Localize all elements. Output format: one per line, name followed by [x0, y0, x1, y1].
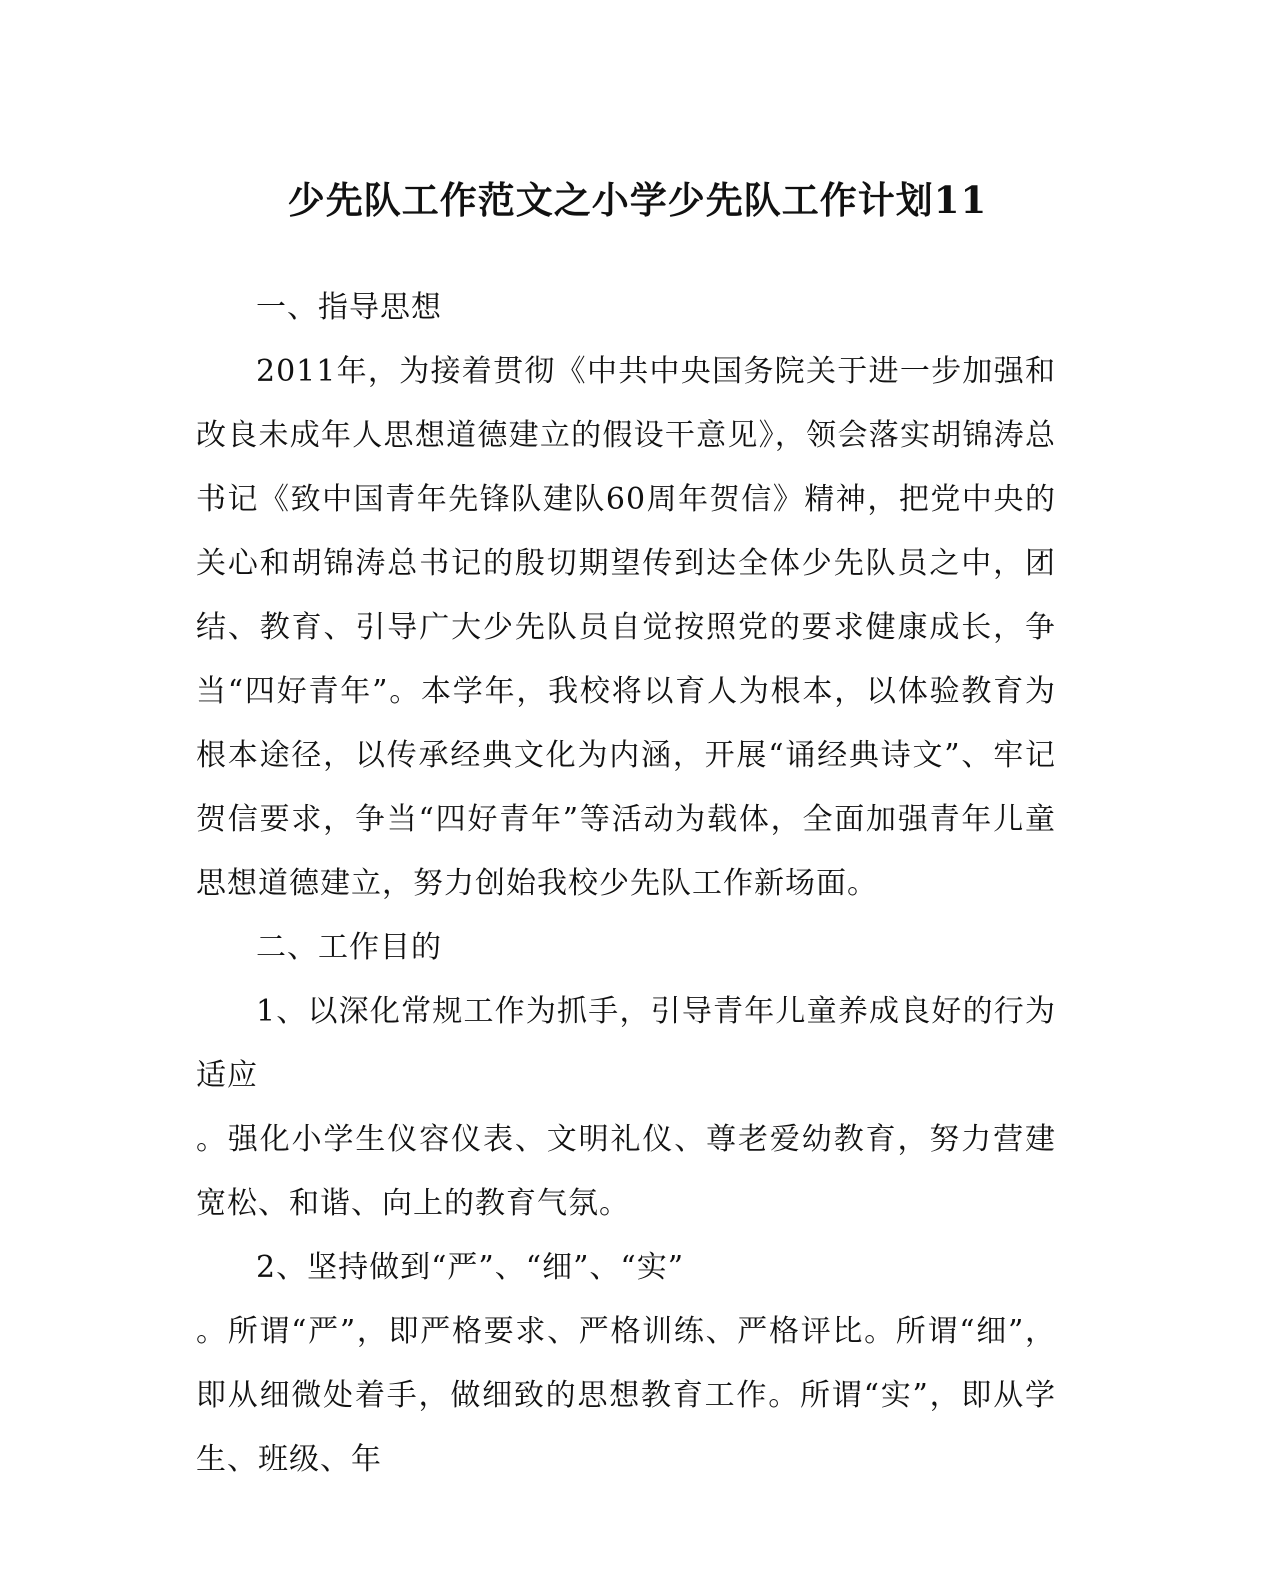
section-heading-1: 一、指导思想: [256, 290, 442, 325]
paragraph-goal-2-continued: 。所谓“严”，即严格要求、严格训练、严格评比。所谓“细”，即从细微处着手，做细致的思想教育工作。所谓“实”，即从学生、班级、年: [196, 1314, 1056, 1477]
paragraph-goal-1: 1、以深化常规工作为抓手，引导青年儿童养成良好的行为适应: [196, 994, 1056, 1093]
paragraph-guiding-thought: 2011年，为接着贯彻《中共中央国务院关于进一步加强和改良未成年人思想道德建立的假设干意见》，领会落实胡锦涛总书记《致中国青年先锋队建队60周年贺信》精神，把党中央的关心和胡锦涛总书记的殷切期望传到达全体少先队员之中，团结、教育、引导广大少先队员自觉按照党的要求健康成长，争当“四好青年”。本学年，我校将以育人为根本，以体验教育为根本途径，以传承经典文化为内涵，开展“诵经典诗文”、牢记贺信要求，争当“四好青年”等活动为载体，全面加强青年儿童思想道德建立，努力创始我校少先队工作新场面。: [196, 354, 1056, 901]
document-body: [196, 276, 1056, 1492]
section-heading-2: 二、工作目的: [256, 930, 442, 965]
paragraph-goal-1-continued: 。强化小学生仪容仪表、文明礼仪、尊老爱幼教育，努力营建宽松、和谐、向上的教育气氛。: [196, 1122, 1056, 1221]
paragraph-goal-2: 2、坚持做到“严”、“细”、“实”: [256, 1250, 685, 1285]
document-title: 少先队工作范文之小学少先队工作计划11: [287, 178, 988, 222]
